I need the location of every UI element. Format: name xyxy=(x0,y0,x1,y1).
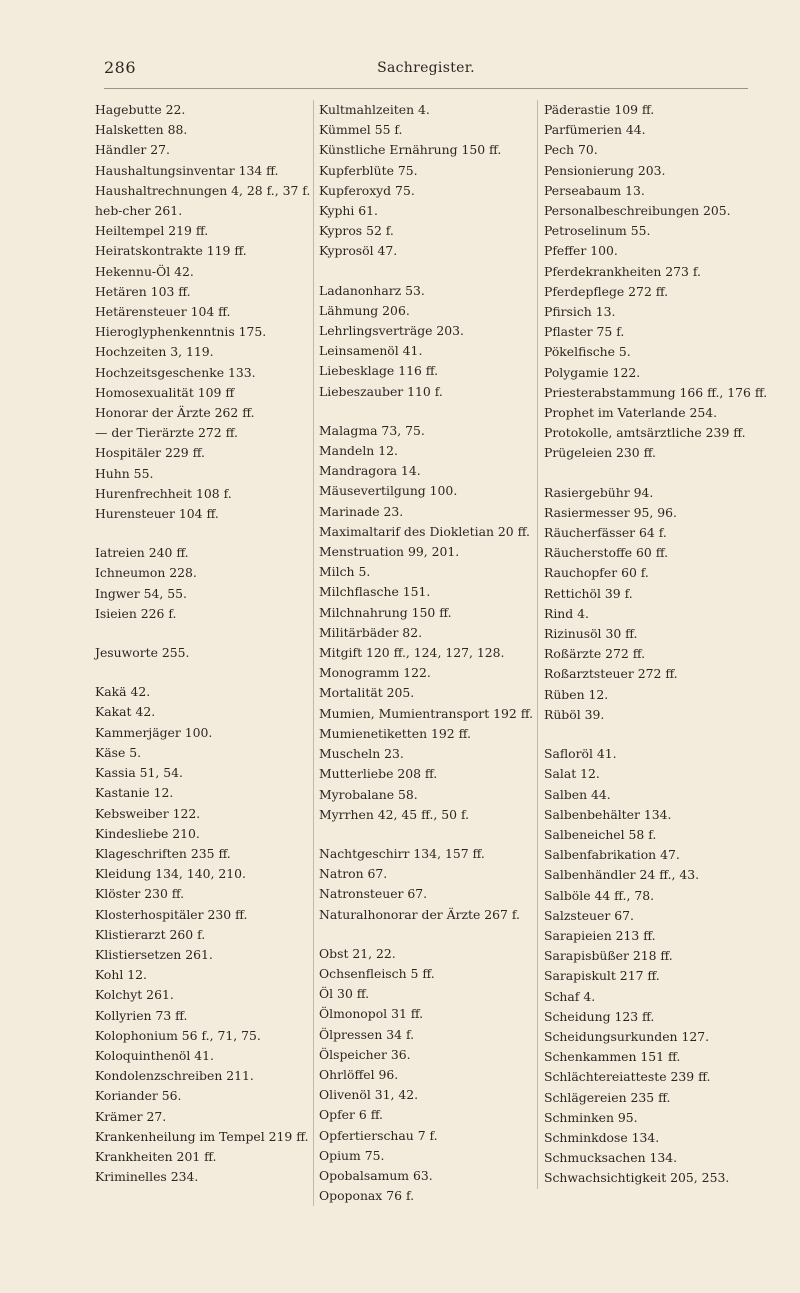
index-entry: Kultmahlzeiten 4. xyxy=(319,102,430,117)
index-entry: Ichneumon 228. xyxy=(95,565,197,581)
index-entry: Klistierarzt 260 f. xyxy=(95,926,206,942)
index-entry: Pfirsich 13. xyxy=(544,304,616,320)
index-entry: Hochzeitsgeschenke 133. xyxy=(95,364,256,380)
index-entry: Kyprosöl 47. xyxy=(319,243,398,259)
index-entry: Roßarztsteuer 272 ff. xyxy=(544,666,678,682)
index-entry: Mumienetiketten 192 ff. xyxy=(319,725,471,741)
index-entry: Mutterliebe 208 ff. xyxy=(319,766,438,782)
index-entry: Rettichöl 39 f. xyxy=(544,585,633,601)
index-entry: Kyphi 61. xyxy=(319,203,378,219)
index-entry: Kupferblüte 75. xyxy=(319,162,418,178)
index-entry: Rasiergebühr 94. xyxy=(544,484,654,500)
index-entry: Myrobalane 58. xyxy=(319,786,418,802)
index-entry: Prügeleien 230 ff. xyxy=(544,445,656,461)
index-entry: Ölmonopol 31 ff. xyxy=(319,1006,424,1022)
index-entry: Kastanie 12. xyxy=(95,785,174,801)
index-entry: Hochzeiten 3, 119. xyxy=(95,344,214,360)
index-entry: Milch 5. xyxy=(319,564,371,580)
index-entry: Iatreien 240 ff. xyxy=(95,545,189,561)
index-entry: Priesterabstammung 166 ff., 176 ff. xyxy=(544,384,768,400)
index-entry: Opfertierschau 7 f. xyxy=(319,1127,438,1143)
index-entry: Sarapiskult 217 ff. xyxy=(544,968,660,984)
group-gap xyxy=(544,725,787,744)
index-entry: Käse 5. xyxy=(95,744,142,760)
index-entry: Salbeneichel 58 f. xyxy=(544,826,657,842)
index-entry: Rizinusöl 30 ff. xyxy=(544,626,638,642)
index-entry: Homosexualität 109 ff xyxy=(95,384,235,400)
page-number: 286 xyxy=(104,58,137,77)
index-entry: Heiratskontrakte 119 ff. xyxy=(95,243,247,259)
index-entry: Scheidung 123 ff. xyxy=(544,1008,655,1024)
index-entry: Schminkdose 134. xyxy=(544,1129,660,1145)
index-entry: Monogramm 122. xyxy=(319,665,431,681)
index-entry: Salben 44. xyxy=(544,786,611,802)
index-entry: Myrrhen 42, 45 ff., 50 f. xyxy=(319,806,470,822)
index-entry: Obst 21, 22. xyxy=(319,945,396,961)
group-gap xyxy=(319,402,541,421)
index-entry: Klageschriften 235 ff. xyxy=(95,845,231,861)
index-entry: Malagma 73, 75. xyxy=(319,422,425,438)
group-gap xyxy=(95,624,313,643)
index-entry: Klistiersetzen 261. xyxy=(95,946,213,962)
index-entry: Lähmung 206. xyxy=(319,302,410,318)
index-entry: Schlächtereiatteste 239 ff. xyxy=(544,1069,711,1085)
index-entry: Heiltempel 219 ff. xyxy=(95,223,209,239)
index-entry: Künstliche Ernährung 150 ff. xyxy=(319,142,502,158)
index-entry: Opium 75. xyxy=(319,1147,385,1163)
index-entry: Kohl 12. xyxy=(95,967,147,983)
index-entry: Schminken 95. xyxy=(544,1109,638,1125)
index-entry: Huhn 55. xyxy=(95,465,154,481)
index-entry: Pech 70. xyxy=(544,142,598,158)
index-column-3 xyxy=(537,100,787,1189)
index-entry: Kypros 52 f. xyxy=(319,223,394,239)
index-entry: Hospitäler 229 ff. xyxy=(95,445,205,461)
index-entry: Salbenbehälter 134. xyxy=(544,806,672,822)
index-entry: Päderastie 109 ff. xyxy=(544,102,655,117)
index-entry: Kindesliebe 210. xyxy=(95,825,200,841)
index-entry: Öl 30 ff. xyxy=(319,986,370,1002)
index-entry: Hurenfrechheit 108 f. xyxy=(95,485,232,501)
index-entry: Prophet im Vaterlande 254. xyxy=(544,405,718,421)
index-entry: Schenkammen 151 ff. xyxy=(544,1049,681,1065)
index-entry: Haushaltrechnungen 4, 28 f., 37 f. xyxy=(95,182,311,198)
index-entry: Opoponax 76 f. xyxy=(319,1188,415,1204)
index-entry: Jesuworte 255. xyxy=(95,645,190,661)
index-entry: Rüböl 39. xyxy=(544,706,605,722)
index-entry: Salböle 44 ff., 78. xyxy=(544,887,655,903)
index-column-1 xyxy=(95,100,313,1187)
index-entry: Händler 27. xyxy=(95,142,170,158)
page-header xyxy=(104,58,748,89)
index-entry: Kassia 51, 54. xyxy=(95,765,183,781)
index-entry: Kollyrien 73 ff. xyxy=(95,1007,188,1023)
group-gap xyxy=(95,524,313,543)
index-entry: Klosterhospitäler 230 ff. xyxy=(95,906,248,922)
index-entry: Roßärzte 272 ff. xyxy=(544,646,646,662)
index-entry: Perseabaum 13. xyxy=(544,182,645,198)
index-entry: Kakä 42. xyxy=(95,684,151,700)
index-entry: Ingwer 54, 55. xyxy=(95,585,187,601)
index-entry: Ladanonharz 53. xyxy=(319,282,425,298)
index-entry: Hieroglyphenkenntnis 175. xyxy=(95,324,267,340)
index-entry: Räucherstoffe 60 ff. xyxy=(544,545,669,561)
index-entry: Salat 12. xyxy=(544,766,600,782)
index-entry: Koriander 56. xyxy=(95,1088,182,1104)
group-gap xyxy=(544,464,787,483)
index-entry: Schwachsichtigkeit 205, 253. xyxy=(544,1170,730,1186)
index-entry: Kriminelles 234. xyxy=(95,1169,199,1185)
index-entry: Leinsamenöl 41. xyxy=(319,343,423,359)
index-entry: Honorar der Ärzte 262 ff. xyxy=(95,405,255,421)
index-entry: Protokolle, amtsärztliche 239 ff. xyxy=(544,425,746,441)
index-column-2 xyxy=(313,100,541,1206)
index-entry: Haushaltungsinventar 134 ff. xyxy=(95,162,279,178)
index-entry: Mäusevertilgung 100. xyxy=(319,483,458,499)
index-entry: Sarapisbüßer 218 ff. xyxy=(544,948,673,964)
index-entry: Halsketten 88. xyxy=(95,122,188,138)
index-entry: Salbenhändler 24 ff., 43. xyxy=(544,867,700,883)
index-entry: Marinade 23. xyxy=(319,503,404,519)
index-entry: Mitgift 120 ff., 124, 127, 128. xyxy=(319,645,505,661)
group-gap xyxy=(319,262,541,281)
index-entry: Pökelfische 5. xyxy=(544,344,631,360)
index-entry: Maximaltarif des Diokletian 20 ff. xyxy=(319,523,530,539)
index-entry: Kondolenzschreiben 211. xyxy=(95,1068,254,1084)
index-entry: Ölpressen 34 f. xyxy=(319,1026,415,1042)
index-entry: Pensionierung 203. xyxy=(544,162,666,178)
index-entry: Pfeffer 100. xyxy=(544,243,618,259)
index-entry: — der Tierärzte 272 ff. xyxy=(95,425,238,441)
index-entry: Safloröl 41. xyxy=(544,746,617,762)
index-entry: Räucherfässer 64 f. xyxy=(544,525,667,541)
index-entry: Sarapieien 213 ff. xyxy=(544,927,656,943)
index-entry: Kolchyt 261. xyxy=(95,987,174,1003)
index-entry: Natronsteuer 67. xyxy=(319,886,428,902)
group-gap xyxy=(319,925,541,944)
index-entry: Hagebutte 22. xyxy=(95,102,186,117)
index-entry: Koloquinthenöl 41. xyxy=(95,1047,214,1063)
index-entry: Salzsteuer 67. xyxy=(544,907,634,923)
index-entry: Mumien, Mumientransport 192 ff. xyxy=(319,705,534,721)
index-entry: Lehrlingsverträge 203. xyxy=(319,323,464,339)
index-entry: Schaf 4. xyxy=(544,988,596,1004)
index-entry: Klöster 230 ff. xyxy=(95,886,185,902)
index-entry: Militärbäder 82. xyxy=(319,624,423,640)
index-entry: Petroselinum 55. xyxy=(544,223,651,239)
index-entry: Polygamie 122. xyxy=(544,364,641,380)
index-entry: Liebeszauber 110 f. xyxy=(319,383,443,399)
index-entry: Mortalität 205. xyxy=(319,685,415,701)
index-entry: Rind 4. xyxy=(544,605,589,621)
index-entry: Kolophonium 56 f., 71, 75. xyxy=(95,1027,261,1043)
index-entry: Milchnahrung 150 ff. xyxy=(319,604,452,620)
index-entry: Olivenöl 31, 42. xyxy=(319,1087,419,1103)
index-entry: Schlägereien 235 ff. xyxy=(544,1089,671,1105)
index-entry: Krämer 27. xyxy=(95,1108,167,1124)
index-entry: Krankheiten 201 ff. xyxy=(95,1148,217,1164)
index-entry: Ochsenfleisch 5 ff. xyxy=(319,965,435,981)
index-entry: Naturalhonorar der Ärzte 267 f. xyxy=(319,906,520,922)
index-entry: Hetären 103 ff. xyxy=(95,283,191,299)
index-entry: Schmucksachen 134. xyxy=(544,1150,678,1166)
index-entry: Rüben 12. xyxy=(544,686,609,702)
index-entry: Hekennu-Öl 42. xyxy=(95,263,194,279)
index-entry: Kümmel 55 f. xyxy=(319,122,403,138)
index-entry: Ohrlöffel 96. xyxy=(319,1066,399,1082)
index-entry: Kleidung 134, 140, 210. xyxy=(95,866,246,882)
index-entry: Isieien 226 f. xyxy=(95,605,177,621)
index-entry: Krankenheilung im Tempel 219 ff. xyxy=(95,1128,309,1144)
index-entry: Kakat 42. xyxy=(95,704,156,720)
running-title: Sachregister. xyxy=(377,60,475,76)
index-entry: Ölspeicher 36. xyxy=(319,1046,411,1062)
index-entry: Kupferoxyd 75. xyxy=(319,182,415,198)
index-entry: Rauchopfer 60 f. xyxy=(544,565,649,581)
index-entry: Pflaster 75 f. xyxy=(544,324,625,340)
index-entry: Scheidungsurkunden 127. xyxy=(544,1028,710,1044)
index-entry: Menstruation 99, 201. xyxy=(319,544,460,560)
index-entry: Personalbeschreibungen 205. xyxy=(544,203,731,219)
index-entry: Pferdekrankheiten 273 f. xyxy=(544,263,701,279)
index-entry: Milchflasche 151. xyxy=(319,584,431,600)
index-entry: Hurensteuer 104 ff. xyxy=(95,506,219,522)
index-entry: Salbenfabrikation 47. xyxy=(544,847,680,863)
index-entry: Natron 67. xyxy=(319,866,388,882)
index-entry: Rasiermesser 95, 96. xyxy=(544,504,677,520)
group-gap xyxy=(95,663,313,682)
group-gap xyxy=(319,825,541,844)
index-entry: Kammerjäger 100. xyxy=(95,724,213,740)
index-entry: Hetärensteuer 104 ff. xyxy=(95,304,231,320)
index-entry: Nachtgeschirr 134, 157 ff. xyxy=(319,845,485,861)
index-entry: Mandragora 14. xyxy=(319,463,421,479)
index-entry: Kebsweiber 122. xyxy=(95,805,201,821)
index-entry: Mandeln 12. xyxy=(319,443,398,459)
index-entry: Muscheln 23. xyxy=(319,746,404,762)
index-entry: Liebesklage 116 ff. xyxy=(319,363,439,379)
index-entry: Pferdepflege 272 ff. xyxy=(544,283,669,299)
index-entry: heb-cher 261. xyxy=(95,203,183,219)
index-entry: Opobalsamum 63. xyxy=(319,1167,433,1183)
index-entry: Parfümerien 44. xyxy=(544,122,646,138)
index-entry: Opfer 6 ff. xyxy=(319,1107,383,1123)
